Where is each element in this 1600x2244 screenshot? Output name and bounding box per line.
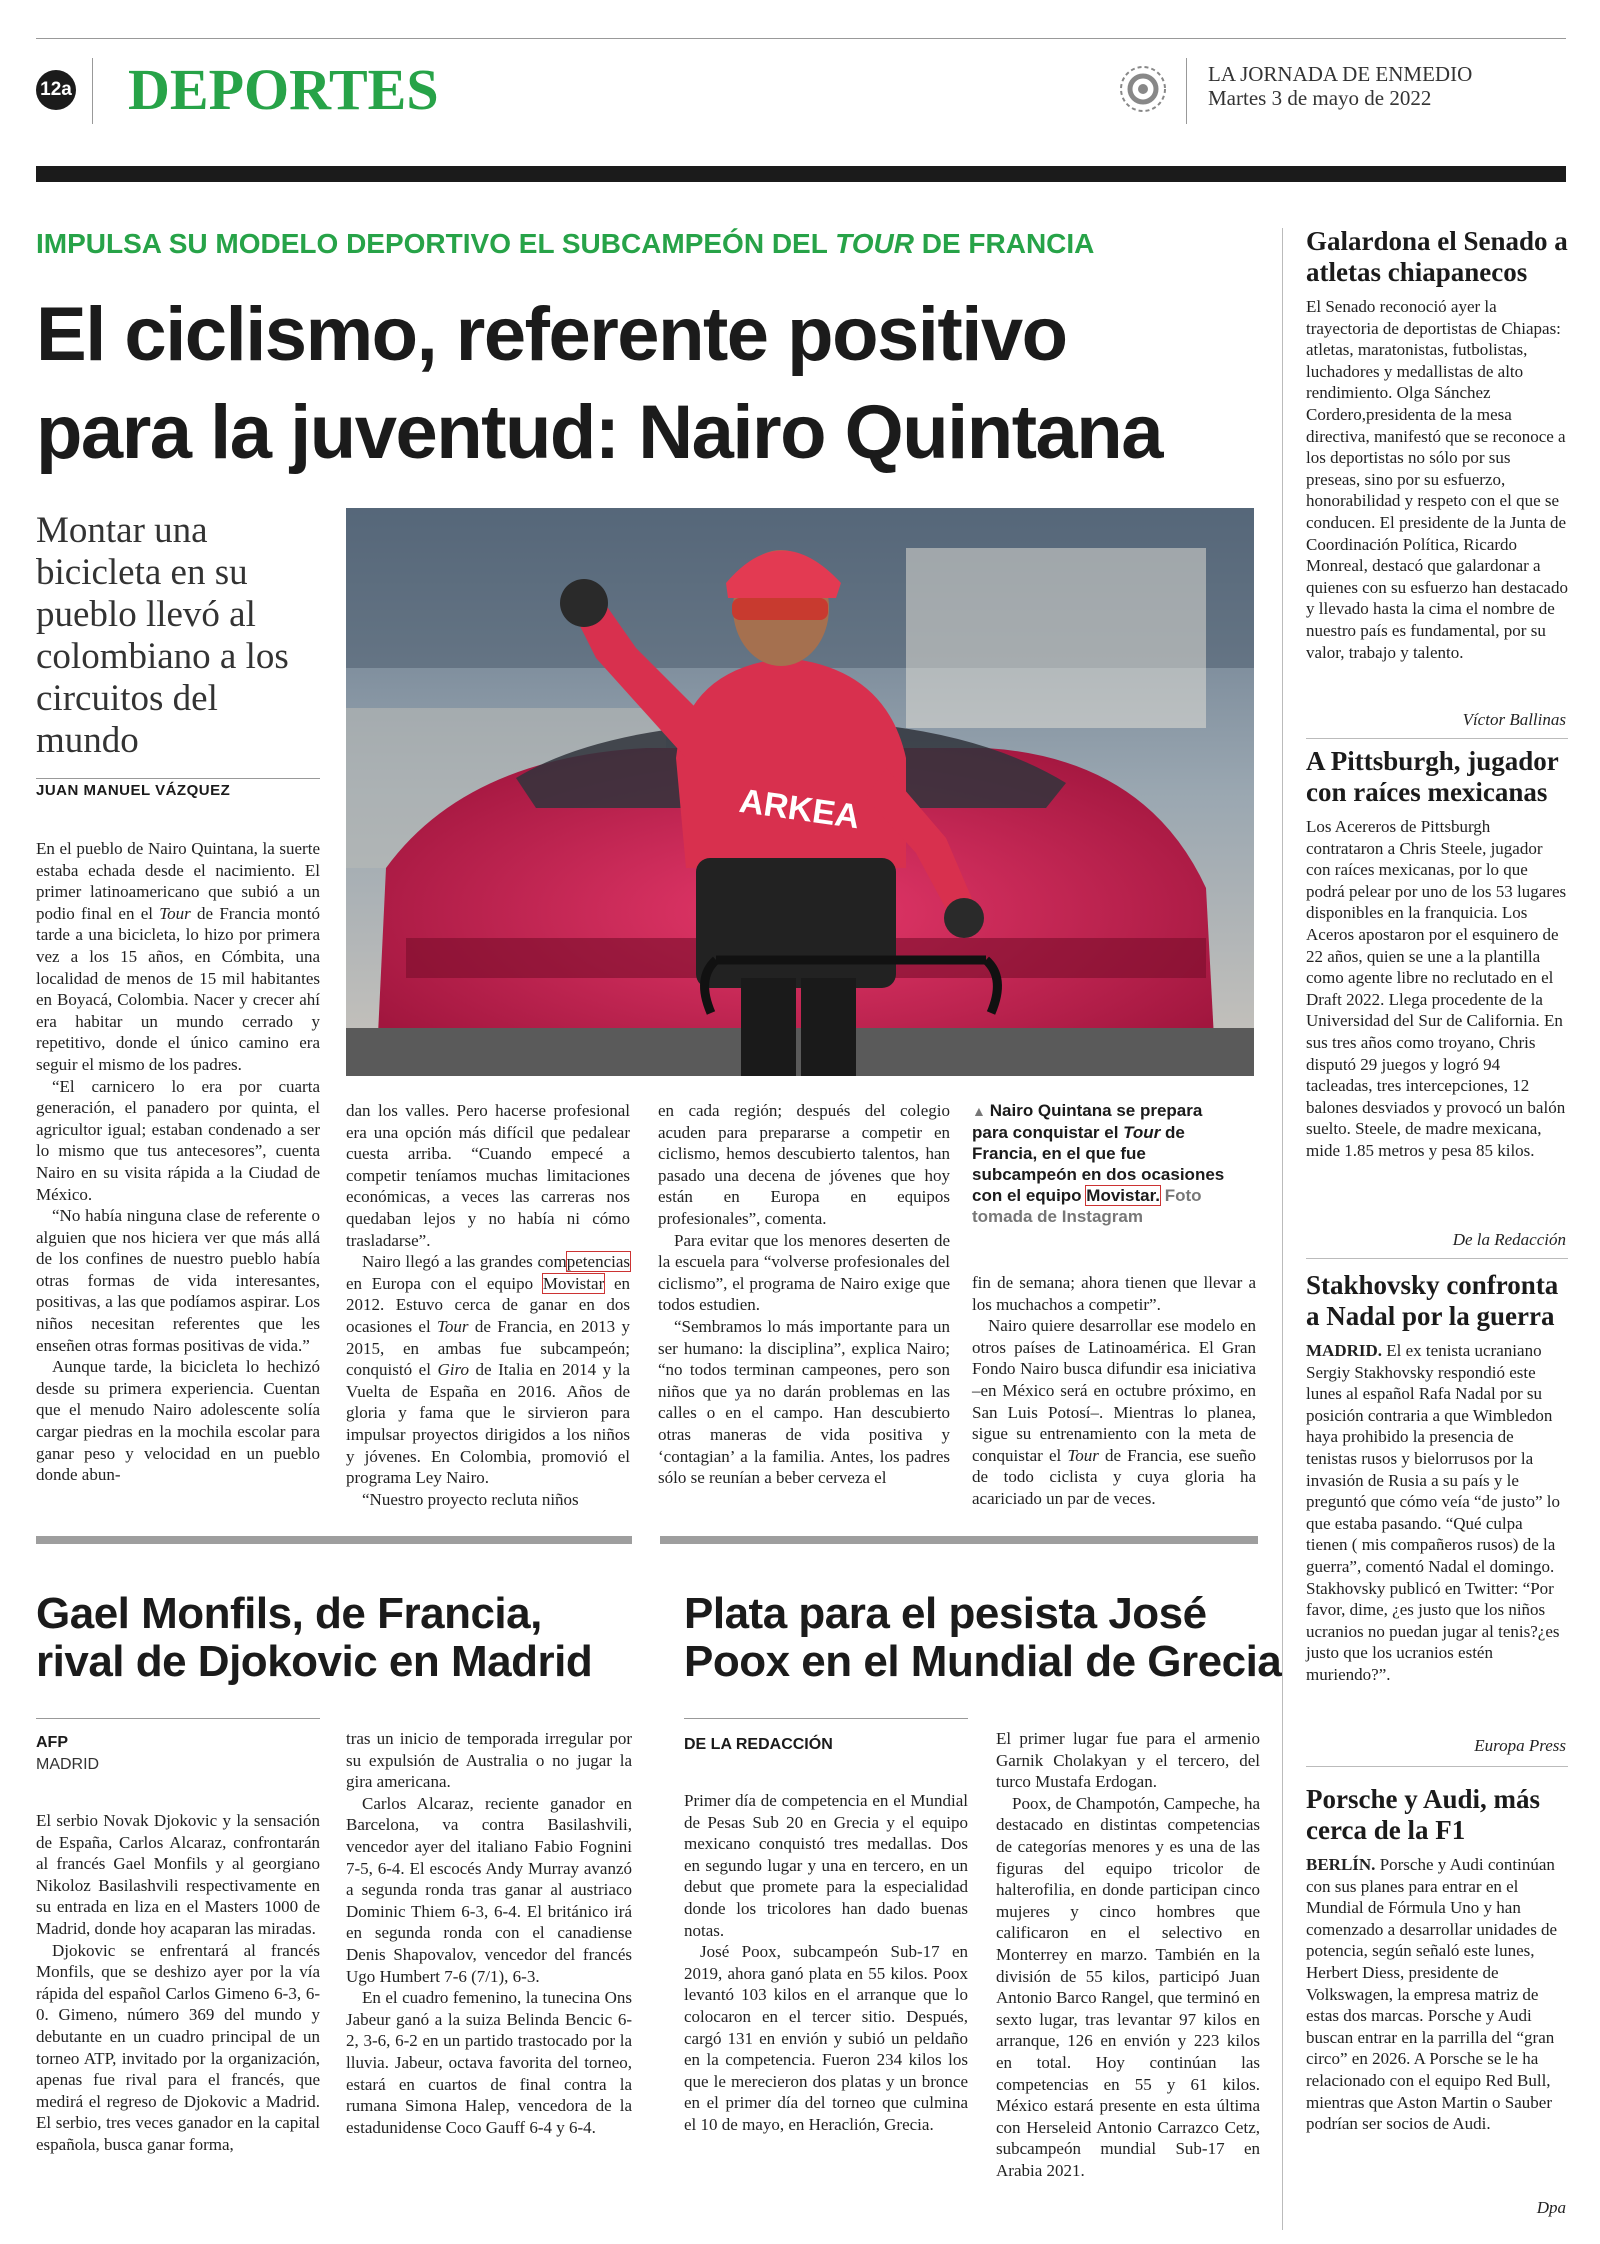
story-divider-bar bbox=[36, 1536, 632, 1544]
header-bar bbox=[36, 166, 1566, 182]
section-title: DEPORTES bbox=[128, 57, 439, 122]
kicker bbox=[36, 228, 1094, 260]
brief-signature: Europa Press bbox=[1474, 1736, 1566, 1755]
byline-rule bbox=[36, 778, 320, 779]
issue-date: Martes 3 de mayo de 2022 bbox=[1208, 86, 1432, 110]
brief-signature: Dpa bbox=[1536, 2198, 1566, 2217]
headline-line: El ciclismo, referente positivo bbox=[36, 292, 1067, 377]
paragraph: Nairo quiere desarrollar ese modelo en otros países de Latinoamérica. El Gran Fondo Nairo busca difundir esa iniciativa –en México será en octubre próximo, en San Luis Potosí–. Mientras lo planea, sigue su entrenamiento con la meta de conquistar el Tour de Francia, ese sueño de todo ciclista y cuya gloria ha acariciado un par de veces. bbox=[972, 1316, 1256, 1508]
paragraph: Primer día de competencia en el Mundial de Pesas Sub 20 en Grecia y el equipo mexicano conquistó tres medallas. Dos en segundo lugar y una en tercero, en un debut que promete para la especialidad donde los tricolores han dado buenas notas. bbox=[684, 1791, 968, 1940]
credit-rule bbox=[36, 1718, 320, 1719]
story-headline: Plata para el pesista José Poox en el Mundial de Grecia bbox=[684, 1589, 1282, 1686]
paragraph: Para evitar que los menores deserten de la escuela para “volverse profesionales del ciclismo”, el programa de Nairo exige que todos estudien. bbox=[658, 1230, 950, 1315]
header-separator bbox=[1186, 58, 1187, 124]
caption-triangle-icon: ▲ bbox=[972, 1103, 990, 1119]
paragraph: José Poox, subcampeón Sub-17 en 2019, ahora ganó plata en 55 kilos. Poox levantó 103 kilos en el arranque que lo colocaron en el tercer sitio. Después, cargó 131 en envión y subió un peldaño en la competencia. Fueron 234 kilos los que le merecieron dos platas y un bronce en el primer día del torneo que culmina el 10 de mayo, en Heraclión, Grecia. bbox=[684, 1942, 968, 2134]
header-separator bbox=[92, 58, 93, 124]
newspaper-name: LA JORNADA DE ENMEDIO bbox=[1208, 62, 1473, 86]
cyclist-photo bbox=[346, 508, 1254, 1076]
brief-title: Porsche y Audi, más cerca de la F1 bbox=[1306, 1784, 1541, 1845]
paragraph: Nairo llegó a las grandes competencias en Europa con el equipo Movistar en 2012. Estuvo cerca de ganar en dos ocasiones el Tour de Francia, en 2013 y 2015, en ambas fue subcampeón; conquistó el Giro de Italia en 2014 y la Vuelta de España en 2016. Años de gloria y fama que le sirvieron para impulsar proyectos dirigidos a los niños y jóvenes. En Colombia, promovió el programa Ley Nairo. bbox=[346, 1252, 631, 1488]
story2-col-2 bbox=[346, 1728, 632, 2138]
photo-credit: Foto tomada de Instagram bbox=[972, 1186, 1202, 1226]
paragraph: fin de semana; ahora tienen que llevar a los muchachos a competir”. bbox=[972, 1273, 1256, 1314]
main-body-col-2 bbox=[346, 1100, 630, 1510]
brief-body: Los Acereros de Pittsburgh contrataron a Chris Steele, jugador con raíces mexicanas, por lo que podrá pelear por uno de los 53 lugares disponibles en la franquicia. Los Aceros apostaron por el esquinero de 22 años, quien se une a la plantilla como agente libre no reclutado en el Draft 2022. Llega procedente de la Universidad del Sur de California. En sus tres años como troyano, Chris disputó 29 juegos y logró 94 tacleadas, tres intercepciones, 12 balones desviados y provocó un balón suelto. Steele, de madre mexicana, mide 1.85 metros y pesa 85 kilos. bbox=[1306, 817, 1567, 1160]
brief-signature: Víctor Ballinas bbox=[1462, 710, 1566, 729]
jersey-text: ARKEA bbox=[737, 781, 863, 837]
brief-body: MADRID. El ex tenista ucraniano Sergiy Stakhovsky respondió este lunes al español Rafa Nadal por su posición contraria a que Wimbledon haya prohibido la presencia de tenistas rusos y bielorrusos por la invasión de Rusia a su país y le preguntó que cómo veía “de justo” lo que estaba pasando. “Qué culpa tienen ( mis compañeros rusos) de la guerra”, comentó Nadal el domingo. Stakhovsky publicó en Twitter: “Por favor, dime, ¿es justo que los niños ucranios no puedan jugar al tenis?¿es justo que los ucranios estén muriendo?”. bbox=[1306, 1341, 1560, 1684]
brief-title: Stakhovsky confronta a Nadal por la guerra bbox=[1306, 1270, 1559, 1331]
paragraph: en cada región; después del colegio acuden para prepararse a competir en ciclismo, hemos descubierto talentos, han pasado una decena de jóvenes que hoy están en Europa en equipos profesionales”, comenta. bbox=[658, 1101, 950, 1228]
agency-credit: AFP bbox=[36, 1734, 68, 1751]
paragraph: “No había ninguna clase de referente o alguien que nos hiciera ver que más allá de los confines de nuestro pueblo había otras formas de vida interesantes, positivas, a las que podíamos aspirar. Los niños necesitan referentes que les enseñen otras formas positivas de vida.” bbox=[36, 1206, 320, 1355]
main-body-col-1 bbox=[36, 838, 320, 1486]
paragraph: dan los valles. Pero hacerse profesional era una opción más difícil que pedalear cuesta arriba. “Cuando empecé a competir teníamos muchas limitaciones económicas, a veces las carreras nos quedaban lejos y no había ni cómo trasladarse”. bbox=[346, 1101, 630, 1250]
paragraph: tras un inicio de temporada irregular por su expulsión de Australia o no jugar la gira americana. bbox=[346, 1729, 632, 1792]
story-headline: Gael Monfils, de Francia, rival de Djokovic en Madrid bbox=[36, 1589, 593, 1686]
brief-signature: De la Redacción bbox=[1452, 1230, 1566, 1249]
dateline: BERLÍN. bbox=[1306, 1855, 1376, 1874]
story3-col-1 bbox=[684, 1790, 968, 2136]
paragraph: En el cuadro femenino, la tunecina Ons Jabeur ganó a la suiza Belinda Bencic 6-2, 3-6, 6-2 en un partido trastocado por la lluvia. Jabeur, octava favorita del torneo, estará en cuartos de final contra la rumana Simona Halep, vencedora de la estadunidense Coco Gauff 6-4 y 6-4. bbox=[346, 1988, 632, 2137]
paragraph: “Nuestro proyecto recluta niños bbox=[362, 1489, 579, 1509]
page-number-badge: 12a bbox=[36, 70, 76, 110]
kicker-text: DE FRANCIA bbox=[913, 228, 1095, 259]
brief-separator bbox=[1306, 1766, 1568, 1767]
paragraph: El primer lugar fue para el armenio Garnik Cholakyan y el tercero, del turco Mustafa Erdogan. bbox=[996, 1729, 1260, 1792]
brief-title: A Pittsburgh, jugador con raíces mexicanas bbox=[1306, 746, 1559, 807]
dateline: MADRID. bbox=[1306, 1341, 1383, 1360]
highlight-box: Movistar bbox=[542, 1273, 605, 1293]
deck: Montar una bicicleta en su pueblo llevó al colombiano a los circuitos del mundo bbox=[36, 510, 289, 761]
paragraph: “Sembramos lo más importante para un ser humano: la disciplina”, explica Nairo; “no todos terminan campeones, pero son niños que ya no darán problemas en las calles o en el campo. Han descubierto otras maneras de vida positiva y ‘contagian’ a la familia. Antes, los padres sólo se reunían a beber cerveza el bbox=[658, 1316, 950, 1488]
kicker-italic: TOUR bbox=[835, 228, 914, 259]
paragraph: “El carnicero lo era por cuarta generación, el panadero por quinta, el agricultor igual; estaban condenado a ser lo mismo que tus antecesores”, cuenta Nairo en su visita rápida a la Ciudad de México. bbox=[36, 1076, 320, 1204]
story2-col-1 bbox=[36, 1810, 320, 2156]
highlight-box: Movistar. bbox=[1086, 1186, 1160, 1205]
paragraph: Poox, de Champotón, Campeche, ha destacado en distintas competencias de categorías menores y es una de las figuras del equipo tricolor de halterofilia, en donde participan cinco mujeres y cinco hombres que calificaron en el selectivo en Monterrey en marzo. También en la división de 55 kilos, participó Juan Antonio Barco Rangel, que terminó en sexto lugar, tras levantar 97 kilos en arranque, 126 en envión y 223 kilos en total. Hoy continúan las competencias en 55 y 61 kilos. México estará presente en esta última con Herseleid Antonio Carrazco Cetz, subcampeón mundial Sub-17 en Arabia 2021. bbox=[996, 1793, 1260, 2180]
paragraph: Aunque tarde, la bicicleta lo hechizó desde su primera experiencia. Cuentan que el menudo Nairo adolescente solía cargar piedras en la mochila escolar para ganar peso y velocidad en un pueblo donde abun- bbox=[36, 1357, 320, 1485]
photo-caption: ▲ Nairo Quintana se prepara para conquistar el Tour de Francia, en el que fue subcampeón en dos ocasiones con el equipo Movistar. Foto tomada de Instagram bbox=[972, 1101, 1225, 1226]
sidebar-rule bbox=[1282, 228, 1283, 2230]
paragraph: En el pueblo de Nairo Quintana, la suerte estaba echada desde el nacimiento. El primer latinoamericano que subió a un podio final en el Tour de Francia montó tarde a una bicicleta, lo hizo por primera vez a los 15 años, en Cómbita, una localidad de menos de 15 mil habitantes en Boyacá, Colombia. Nacer y crecer ahí era habitar un mundo cerrado y repetitivo, donde el único camino era seguir el mismo de los padres. bbox=[36, 839, 320, 1074]
kicker-text: IMPULSA SU MODELO DEPORTIVO EL SUBCAMPEÓN DEL bbox=[36, 228, 836, 259]
main-headline bbox=[36, 286, 1266, 482]
main-body-col-3 bbox=[658, 1100, 950, 1489]
byline: JUAN MANUEL VÁZQUEZ bbox=[36, 782, 231, 799]
highlight-box: petencias bbox=[566, 1252, 630, 1272]
credit-rule bbox=[684, 1718, 968, 1719]
paragraph: Djokovic se enfrentará al francés Monfils, que se deshizo ayer por la vía rápida del español Carlos Gimeno 6-3, 6-0. Gimeno, número 369 del mundo y debutante en un cuadro principal de un torneo ATP, invitado por la organización, apenas fue rival para el francés, que medirá el regreso de Djokovic a Madrid. El serbio, tres veces ganador en la capital española, busca ganar forma, bbox=[36, 1940, 320, 2154]
brief-title: Galardona el Senado a atletas chiapanecos bbox=[1306, 226, 1568, 287]
dateline-location: MADRID bbox=[36, 1756, 100, 1773]
brief-body: El Senado reconoció ayer la trayectoria de deportistas de Chiapas: atletas, maratonistas, futbolistas, luchadores y medallistas de alto rendimiento. Olga Sánchez Cordero,presidenta de la mesa directiva, manifestó que se reconoce a los deportistas no sólo por sus preseas, sino por su esfuerzo, honorabilidad y respeto con el que se conducen. El presidente de la Junta de Coordinación Política, Ricardo Monreal, destacó que galardonar a quienes con su esfuerzo han destacado y llevado hasta la cima el nombre de nuestro país es fundamental, por su valor, trabajo y talento. bbox=[1306, 297, 1568, 662]
top-rule bbox=[36, 38, 1566, 39]
headline-line: para la juventud: Nairo Quintana bbox=[36, 390, 1162, 475]
story-divider-bar bbox=[660, 1536, 1258, 1544]
main-body-col-4 bbox=[972, 1272, 1256, 1510]
paragraph: Carlos Alcaraz, reciente ganador en Barcelona, va contra Basilashvili, vencedor ayer del italiano Fabio Fognini 7-5, 6-4. El escocés Andy Murray avanzó a segunda ronda tras ganar al austriaco Dominic Thiem 6-3, 6-4. El británico irá en segunda ronda con el canadiense Denis Shapovalov, vencedor del francés Ugo Humbert 7-6 (7/1), 6-3. bbox=[346, 1793, 632, 1986]
brief-separator bbox=[1306, 738, 1568, 739]
story3-col-2 bbox=[996, 1728, 1260, 2181]
brief-separator bbox=[1306, 1258, 1568, 1259]
newspaper-logo-icon bbox=[1118, 64, 1168, 114]
agency-credit: DE LA REDACCIÓN bbox=[684, 1736, 833, 1753]
brief-body: BERLÍN. Porsche y Audi continúan con sus planes para entrar en el Mundial de Fórmula Uno y han comenzado a desarrollar unidades de potencia, según señaló este lunes, Herbert Diess, presidente de Volkswagen, la empresa matriz de estas dos marcas. Porsche y Audi buscan entrar en la parrilla del “gran circo” en 2026. A Porsche se le ha relacionado con el equipo Red Bull, mientras que Aston Martin o Sauber podrían ser socios de Audi. bbox=[1306, 1855, 1558, 2134]
paragraph: El serbio Novak Djokovic y la sensación de España, Carlos Alcaraz, confrontarán al francés Gael Monfils y al georgiano Nikoloz Basilashvili respectivamente en su entrada en liza en el Masters 1000 de Madrid, donde hoy acaparan las miradas. bbox=[36, 1811, 320, 1938]
